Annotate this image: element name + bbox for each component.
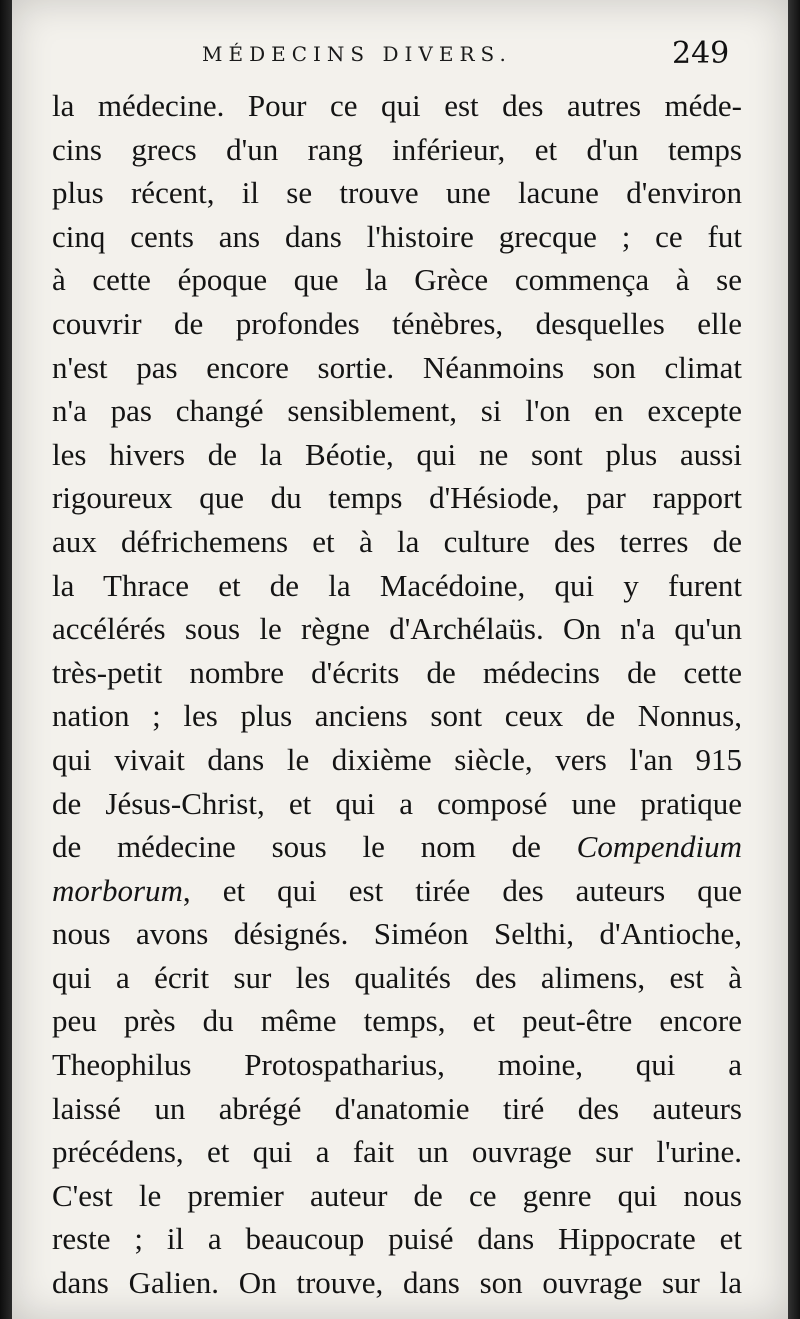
text-line: laissé un abrégé d'anatomie tiré des auteurs: [52, 1090, 742, 1126]
text-line: C'est le premier auteur de ce genre qui nous: [52, 1177, 742, 1213]
italic-title: morborum: [52, 872, 183, 908]
text-line: n'est pas encore sortie. Néanmoins son climat: [52, 349, 742, 385]
page-number: 249: [672, 36, 730, 71]
running-title: MÉDECINS DIVERS.: [202, 42, 512, 66]
text-line: les hivers de la Béotie, qui ne sont plus aussi: [52, 436, 742, 472]
text-line: peu près du même temps, et peut-être encore: [52, 1003, 742, 1039]
text-line: plus récent, il se trouve une lacune d'environ: [52, 175, 742, 211]
text-line: qui a écrit sur les qualités des alimens, est à: [52, 959, 742, 995]
text-line: couvrir de profondes ténèbres, desquelles elle: [52, 305, 742, 341]
text-line: n'a pas changé sensiblement, si l'on en excepte: [52, 393, 742, 429]
text-line: la médecine. Pour ce qui est des autres méde-: [52, 88, 742, 123]
text-line: dans Galien. On trouve, dans son ouvrage sur la: [52, 1265, 742, 1301]
text-line: nous avons désignés. Siméon Selthi, d'Antioche,: [52, 916, 742, 952]
body-text: [52, 84, 742, 1305]
running-head: [12, 38, 788, 78]
text-line: accélérés sous le règne d'Archélaüs. On n'a qu'un: [52, 611, 742, 647]
text-line: à cette époque que la Grèce commença à se: [52, 262, 742, 298]
text-line: la Thrace et de la Macédoine, qui y furent: [52, 567, 742, 603]
text-line: aux défrichemens et à la culture des terres de: [52, 523, 742, 559]
page-left-edge: [0, 0, 12, 1319]
text-line: cins grecs d'un rang inférieur, et d'un temps: [52, 131, 742, 167]
text-line: qui vivait dans le dixième siècle, vers l'an 915: [52, 741, 742, 777]
text-line-mixed: [52, 869, 742, 913]
text-line: précédens, et qui a fait un ouvrage sur l'urine.: [52, 1134, 742, 1170]
text-line-mixed: [52, 825, 742, 869]
page-right-edge: [788, 0, 800, 1319]
text-run: de médecine sous le nom de: [52, 829, 541, 865]
text-line: rigoureux que du temps d'Hésiode, par rapport: [52, 480, 742, 516]
text-run: , et qui est tirée des auteurs que: [182, 872, 742, 908]
text-line: de Jésus-Christ, et qui a composé une pratique: [52, 785, 742, 821]
text-line: Theophilus Protospatharius, moine, qui a: [52, 1047, 742, 1083]
italic-title: Compendium: [576, 829, 742, 865]
text-line: nation ; les plus anciens sont ceux de Nonnus,: [52, 698, 742, 734]
text-line: reste ; il a beaucoup puisé dans Hippocrate et: [52, 1221, 742, 1257]
text-line: cinq cents ans dans l'histoire grecque ; ce fut: [52, 218, 742, 254]
text-line: très-petit nombre d'écrits de médecins de cette: [52, 654, 742, 690]
book-page: [12, 0, 788, 1319]
